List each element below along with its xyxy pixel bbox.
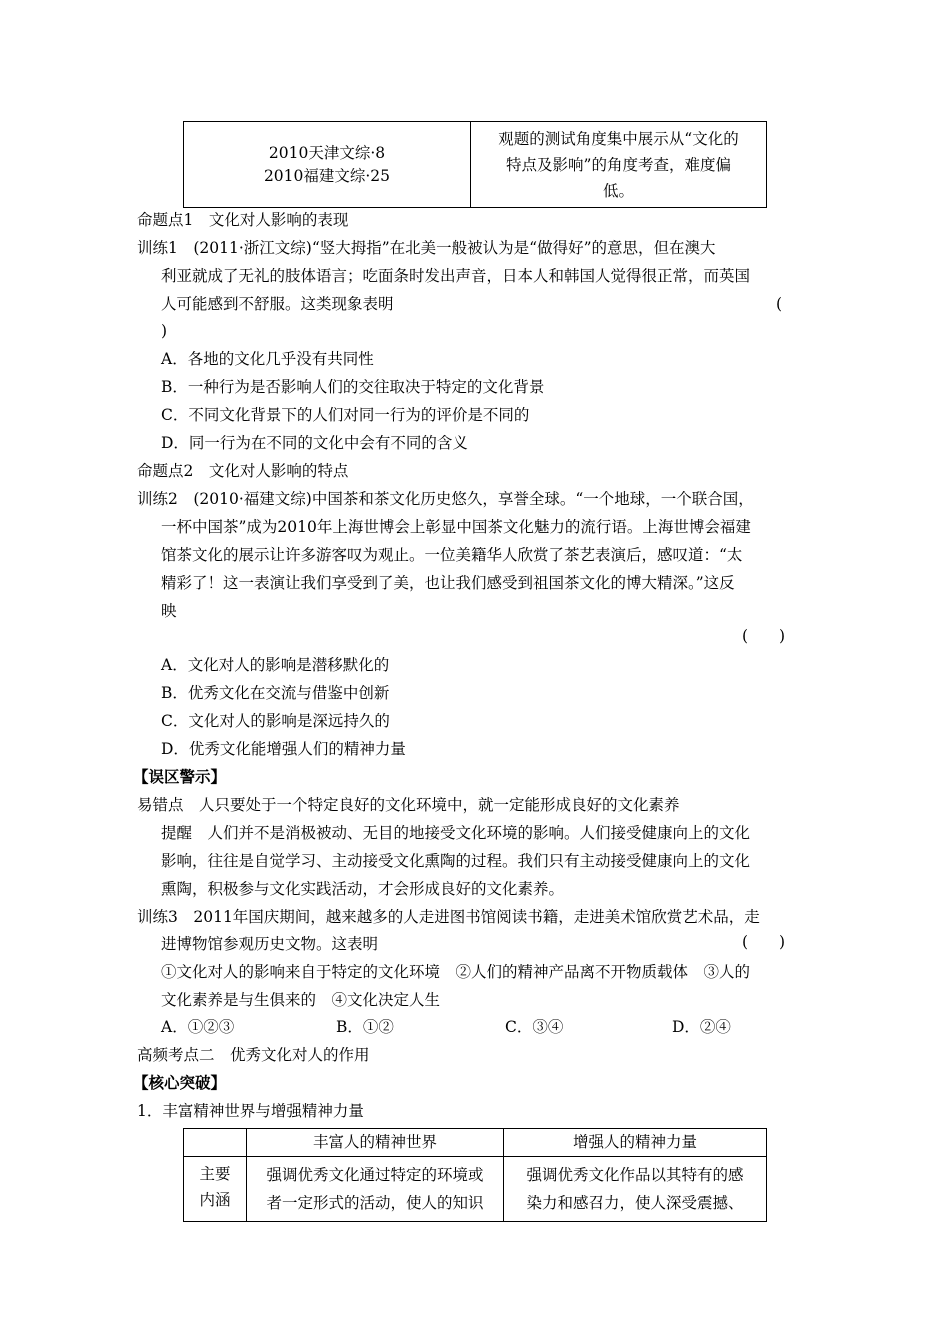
train1-line1: 训练1 (2011·浙江文综)“竖大拇指”在北美一般被认为是“做得好”的意思，但在澳大 (137, 239, 716, 257)
col2-line1: 强调优秀文化作品以其特有的感 (526, 1166, 744, 1184)
point1-heading: 命题点1 文化对人影响的表现 (137, 211, 349, 229)
train3-option-b: B．①② (336, 1018, 394, 1036)
high-freq-heading: 高频考点二 优秀文化对人的作用 (137, 1046, 370, 1064)
bottom-table-row (184, 1157, 767, 1222)
bottom-table-col1-cell (247, 1157, 504, 1222)
col2-line2: 染力和感召力，使人深受震撼、 (526, 1194, 744, 1212)
train1-line2: 利亚就成了无礼的肢体语言；吃面条时发出声音，日本人和韩国人觉得很正常，而英国 (161, 267, 751, 285)
train1-option-d: D．同一行为在不同的文化中会有不同的含义 (161, 434, 468, 452)
bottom-table-header-empty (184, 1129, 247, 1157)
bottom-table-header-col2: 增强人的精神力量 (504, 1129, 767, 1157)
train2-paren: ( ) (742, 627, 786, 645)
train1-paren-open: ( (776, 295, 783, 313)
top-table-right-line1: 观题的测试角度集中展示从“文化的 (498, 129, 739, 148)
top-table-right-cell (471, 122, 767, 208)
reminder-line3: 熏陶，积极参与文化实践活动，才会形成良好的文化素养。 (161, 880, 565, 898)
train3-paren: ( ) (742, 933, 786, 951)
bottom-table-header-col1: 丰富人的精神世界 (247, 1129, 504, 1157)
top-table (183, 121, 767, 208)
bottom-table (183, 1128, 767, 1222)
error-point: 易错点 人只要处于一个特定良好的文化环境中，就一定能形成良好的文化素养 (137, 796, 680, 814)
train2-line2: 一杯中国茶”成为2010年上海世博会上彰显中国茶文化魅力的流行语。上海世博会福建 (161, 518, 751, 536)
top-table-left-line1: 2010天津文综·8 (268, 143, 386, 162)
bottom-table-header-row (184, 1129, 767, 1157)
train3-line2: 进博物馆参观历史文物。这表明 (161, 935, 379, 953)
bottom-table-row-label (184, 1157, 247, 1222)
train3-option-a: A．①②③ (161, 1018, 235, 1036)
col1-line2: 者一定形式的活动，使人的知识 (266, 1194, 484, 1212)
row-label-line2: 内涵 (199, 1191, 231, 1209)
train3-line4: 文化素养是与生俱来的 ④文化决定人生 (161, 991, 441, 1009)
train2-line1: 训练2 (2010·福建文综)中国茶和茶文化历史悠久，享誉全球。“一个地球，一个联合国， (137, 490, 754, 508)
train3-line1: 训练3 2011年国庆期间，越来越多的人走进图书馆阅读书籍，走进美术馆欣赏艺术品，走 (137, 908, 760, 926)
train2-line5: 映 (161, 602, 177, 620)
top-table-left-line2: 2010福建文综·25 (263, 166, 391, 185)
train2-option-b: B．优秀文化在交流与借鉴中创新 (161, 684, 390, 702)
warning-heading: 【误区警示】 (133, 767, 227, 786)
col1-line1: 强调优秀文化通过特定的环境或 (266, 1166, 484, 1184)
train2-option-a: A．文化对人的影响是潜移默化的 (161, 656, 390, 674)
train3-option-c: C．③④ (505, 1018, 564, 1036)
train2-line3: 馆茶文化的展示让许多游客叹为观止。一位美籍华人欣赏了茶艺表演后，感叹道：“太 (161, 546, 743, 564)
train1-option-a: A．各地的文化几乎没有共同性 (161, 350, 374, 368)
train3-line3: ①文化对人的影响来自于特定的文化环境 ②人们的精神产品离不开物质载体 ③人的 (161, 963, 751, 981)
item1-heading: 1．丰富精神世界与增强精神力量 (137, 1102, 364, 1120)
core-heading: 【核心突破】 (133, 1073, 227, 1092)
train2-option-c: C．文化对人的影响是深远持久的 (161, 712, 390, 730)
train1-option-c: C．不同文化背景下的人们对同一行为的评价是不同的 (161, 406, 530, 424)
train3-option-d: D．②④ (672, 1018, 731, 1036)
train1-line3: 人可能感到不舒服。这类现象表明 (161, 295, 394, 313)
reminder-line2: 影响，往往是自觉学习、主动接受文化熏陶的过程。我们只有主动接受健康向上的文化 (161, 852, 751, 870)
train2-option-d: D．优秀文化能增强人们的精神力量 (161, 740, 406, 758)
row-label-line1: 主要 (199, 1165, 231, 1183)
bottom-table-col2-cell (504, 1157, 767, 1222)
train1-option-b: B．一种行为是否影响人们的交往取决于特定的文化背景 (161, 378, 545, 396)
train1-paren-close: ) (161, 322, 168, 340)
top-table-right-line2: 特点及影响”的角度考查，难度偏 (506, 155, 731, 174)
point2-heading: 命题点2 文化对人影响的特点 (137, 462, 349, 480)
train2-line4: 精彩了！这一表演让我们享受到了美，也让我们感受到祖国茶文化的博大精深。”这反 (161, 574, 735, 592)
reminder-line1: 提醒 人们并不是消极被动、无目的地接受文化环境的影响。人们接受健康向上的文化 (161, 824, 751, 842)
top-table-right-line3: 低。 (602, 181, 634, 200)
top-table-left-cell (184, 122, 471, 208)
